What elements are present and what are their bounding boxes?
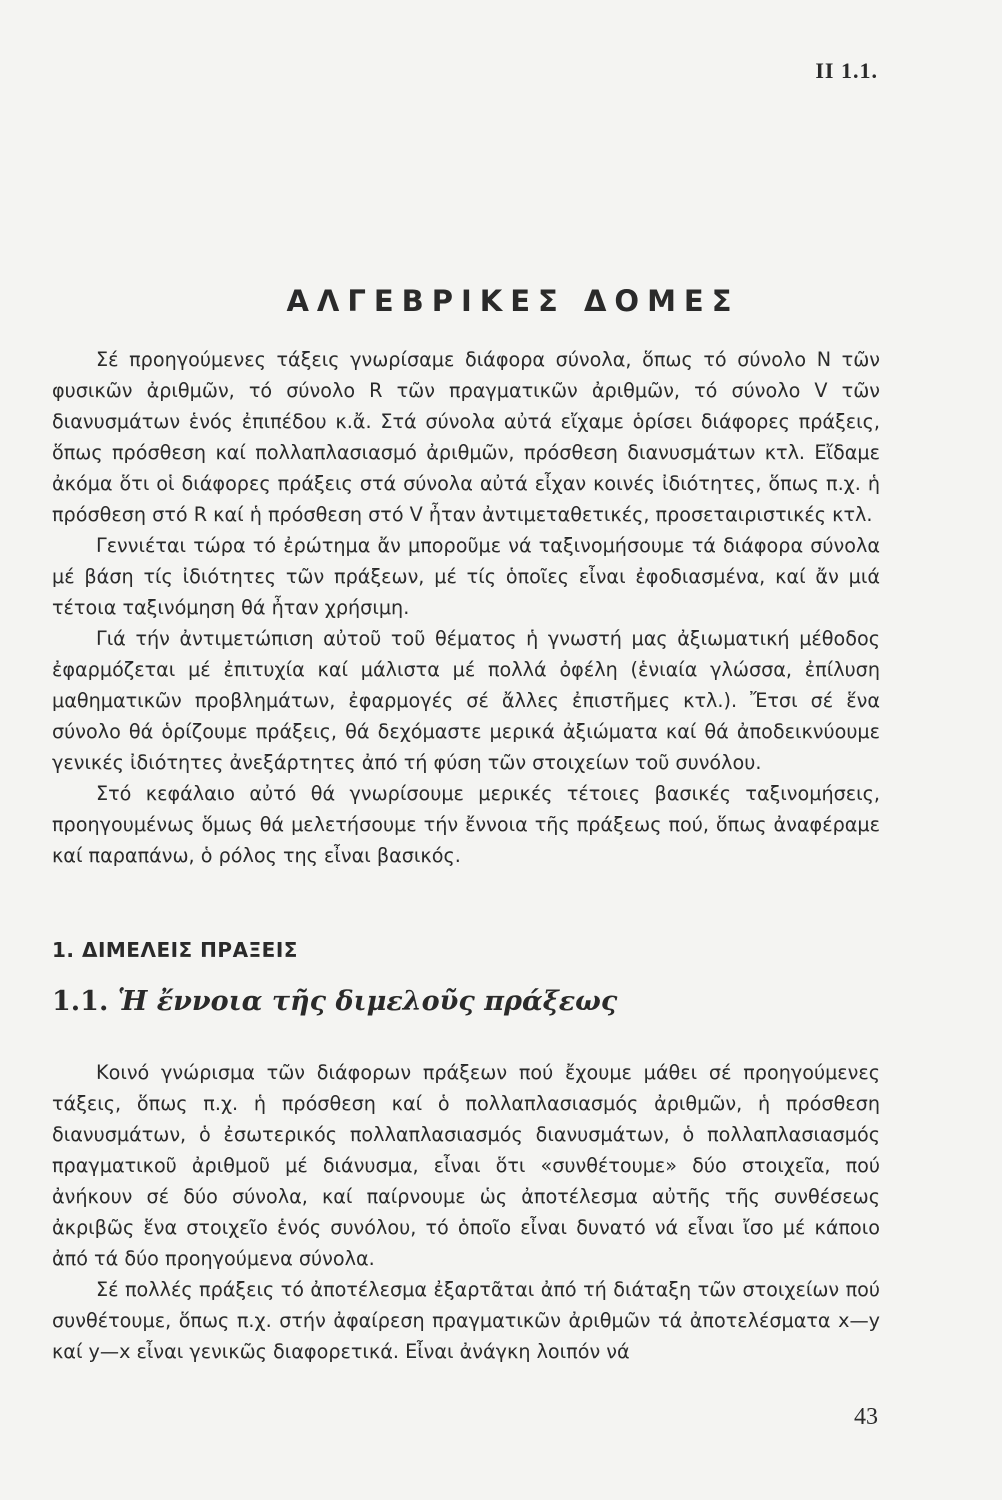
intro-text <box>52 344 880 871</box>
paragraph: Σέ πολλές πράξεις τό ἀποτέλεσμα ἐξαρτᾶται ἀπό τή διάταξη τῶν στοιχείων πού συνθέτουμε, ὅπως π.χ. στήν ἀφαίρεση πραγματικῶν ἀριθμῶν τά ἀποτελέσματα x—y καί y—x εἶναι γενικῶς διαφορετικά. Εἶναι ἀνάγκη λοιπόν νά <box>52 1278 880 1363</box>
section-heading: 1. ΔΙΜΕΛΕΙΣ ΠΡΑΞΕΙΣ <box>52 938 298 962</box>
chapter-title: ΑΛΓΕΒΡΙΚΕΣ ΔΟΜΕΣ <box>286 284 740 318</box>
page-number: 43 <box>854 1404 878 1430</box>
paragraph: Στό κεφάλαιο αὐτό θά γνωρίσουμε μερικές τέτοιες βασικές ταξινομήσεις, προηγουμένως ὅμως θά μελετήσουμε τήν ἔννοια τῆς πράξεως πού, ὅπως ἀναφέραμε καί παραπάνω, ὁ ρόλος της εἶναι βασικός. <box>52 782 880 867</box>
paragraph: Γεννιέται τώρα τό ἐρώτημα ἄν μποροῦμε νά ταξινομήσουμε τά διάφορα σύνολα μέ βάση τίς ἰδιότητες τῶν πράξεων, μέ τίς ὁποῖες εἶναι ἐφοδιασμένα, καί ἄν μιά τέτοια ταξινόμηση θά ἦταν χρήσιμη. <box>52 534 880 619</box>
subsection-title: Ἡ ἔννοια τῆς διμελοῦς πράξεως <box>117 986 618 1017</box>
subsection-text <box>52 1057 880 1367</box>
subsection-number: 1.1. <box>52 986 109 1017</box>
paragraph: Κοινό γνώρισμα τῶν διάφορων πράξεων πού ἔχουμε μάθει σέ προηγούμενες τάξεις, ὅπως π.χ. ἡ πρόσθεση καί ὁ πολλαπλασιασμός ἀριθμῶν, ἡ πρόσθεση διανυσμάτων, ὁ ἐσωτερικός πολλαπλασιασμός διανυσμάτων, ὁ πολλαπλασιασμός πραγματικοῦ ἀριθμοῦ μέ διάνυσμα, εἶναι ὅτι «συνθέτουμε» δύο στοιχεῖα, πού ἀνήκουν σέ δύο σύνολα, καί παίρνουμε ὡς ἀποτέλεσμα αὐτῆς τῆς συνθέσεως ἀκριβῶς ἕνα στοιχεῖο ἑνός συνόλου, τό ὁποῖο εἶναι δυνατό νά εἶναι ἴσο μέ κάποιο ἀπό τά δύο προηγούμενα σύνολα. <box>52 1061 880 1270</box>
paragraph: Σέ προηγούμενες τάξεις γνωρίσαμε διάφορα σύνολα, ὅπως τό σύνολο N τῶν φυσικῶν ἀριθμῶν, τό σύνολο R τῶν πραγματικῶν ἀριθμῶν, τό σύνολο V τῶν διανυσμάτων ἑνός ἐπιπέδου κ.ἄ. Στά σύνολα αὐτά εἴχαμε ὁρίσει διάφορες πράξεις, ὅπως πρόσθεση καί πολλαπλασιασμό ἀριθμῶν, πρόσθεση διανυσμάτων κτλ. Εἴδαμε ἀκόμα ὅτι οἱ διάφορες πράξεις στά σύνολα αὐτά εἶχαν κοινές ἰδιότητες, ὅπως π.χ. ἡ πρόσθεση στό R καί ἡ πρόσθεση στό V ἦταν ἀντιμεταθετικές, προσεταιριστικές κτλ. <box>52 348 880 526</box>
paragraph: Γιά τήν ἀντιμετώπιση αὐτοῦ τοῦ θέματος ἡ γνωστή μας ἀξιωματική μέθοδος ἐφαρμόζεται μέ ἐπιτυχία καί μάλιστα μέ πολλά ὀφέλη (ἑνιαία γλώσσα, ἐπίλυση μαθηματικῶν προβλημάτων, ἐφαρμογές σέ ἄλλες ἐπιστῆμες κτλ.). Ἔτσι σέ ἕνα σύνολο θά ὁρίζουμε πράξεις, θά δεχόμαστε μερικά ἀξιώματα καί θά ἀποδεικνύουμε γενικές ἰδιότητες ἀνεξάρτητες ἀπό τή φύση τῶν στοιχείων τοῦ συνόλου. <box>52 627 880 774</box>
subsection-heading <box>52 986 617 1017</box>
section-reference: II 1.1. <box>815 58 878 83</box>
